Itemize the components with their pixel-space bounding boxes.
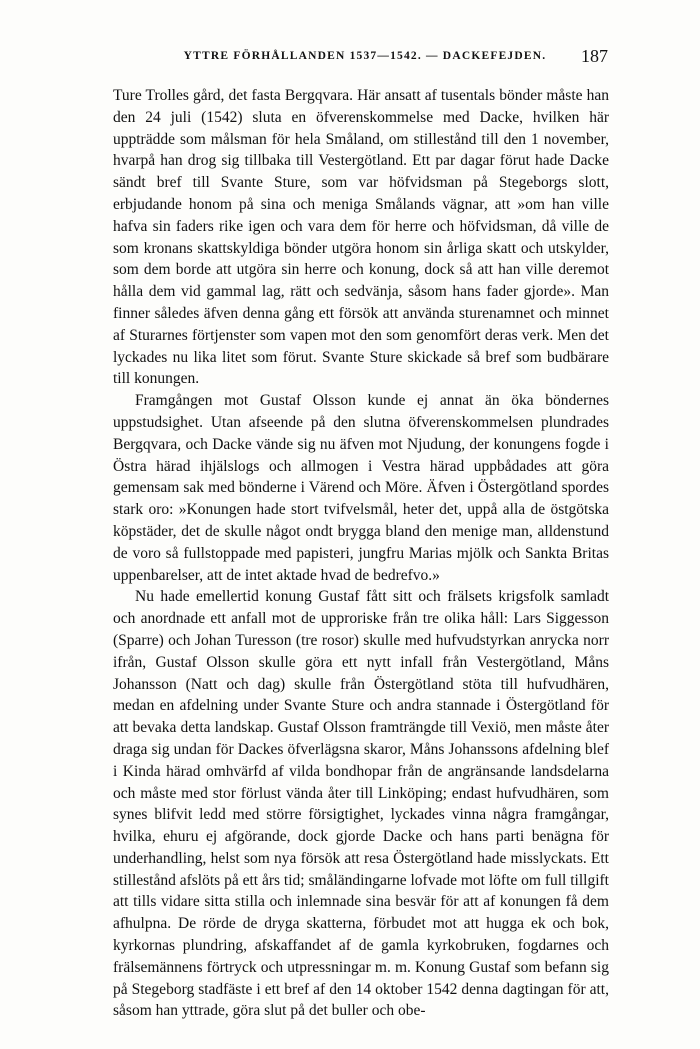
paragraph: Framgången mot Gustaf Olsson kunde ej annat än öka böndernes uppstudsighet. Utan afseende på den slutna öfverenskommelsen plundrades Bergqvara, och Dacke vände sig nu äfven mot Njudung, der konungens fogde i Östra härad ihjälslogs och allmogen i Vestra härad uppbådades att göra gemensam sak med bönderne i Värend och Möre. Äfven i Östergötland spordes stark oro: »Konungen hade stort tvifvelsmål, heter det, uppå alla de östgötska köpstäder, det de skulle något ondt brygga bland den menige man, alldenstund de voro så fullstoppade med papisteri, jungfru Marias mjölk och Sankta Britas uppenbarelser, att de intet aktade hvad de bedrefvo.» (113, 392, 609, 584)
paragraph: Ture Trolles gård, det fasta Bergqvara. Här ansatt af tusentals bönder måste han den 24 juli (1542) sluta en öfverenskommelse med Dacke, hvilken här uppträdde som målsman för hela Småland, om stillestånd till den 1 november, hvarpå han drog sig tillbaka till Vestergötland. Ett par dagar förut hade Dacke sändt bref till Svante Sture, som var höfvidsman på Stegeborgs slott, erbjudande honom på sina och meniga Smålands vägnar, att »om han ville hafva sin faders rike igen och vara dem för herre och höfvidsman, då ville de som kronans skattskyldiga bönder utgöra honom sin årliga skatt och utskylder, som dem borde att utgöra sin herre och konung, dock så att han ville deremot hålla dem vid gammal lag, rätt och sedvänja, såsom hans fader gjorde». Man finner således äfven denna gång ett försök att använda sturenamnet och minnet af Sturarnes förtjenster som vapen mot den som genomfört deras verk. Men det lyckades nu lika litet som förut. Svante Sture skickade så bref som budbärare till konungen. (113, 87, 609, 388)
paragraph: Nu hade emellertid konung Gustaf fått sitt och frälsets krigsfolk samladt och anordnade ett anfall mot de upproriske från tre olika håll: Lars Siggesson (Sparre) och Johan Turesson (tre rosor) skulle med hufvudstyrkan anrycka norr ifrån, Gustaf Olsson skulle göra ett nytt infall från Vestergötland, Måns Johansson (Natt och dag) skulle från Östergötland stöta till hufvudhären, medan en afdelning under Svante Sture och andra stannade i Östergötland för att bevaka detta landskap. Gustaf Olsson framträngde till Vexiö, men måste åter draga sig undan för Dackes öfverlägsna skaror, Måns Johanssons afdelning blef i Kinda härad omhvärfd af vilda bondhopar från de angränsande landsdelarna och måste med stor förlust vända åter till Linköping; endast hufvudhären, som synes blifvit ledd med större försigtighet, lyckades vinna några framgångar, hvilka, ehuru ej afgörande, dock gjorde Dacke och hans parti benägna för underhandling, helst som nya försök att resa Östergötland hade misslyckats. Ett stillestånd afslöts på ett års tid; småländingarne lofvade mot löfte om full tillgift att tills vidare sitta stilla och inlemnade sina besvär för att af konungen få dem afhulpna. De rörde de dryga skatterna, förbudet mot att hugga ek och bok, kyrkornas plundring, afskaffandet af de gamla kyrkobruken, fogdarnes och frälsemännens förtryck och utpressningar m. m. Konung Gustaf som befann sig på Stegeborg stadfäste i ett bref af den 14 oktober 1542 denna dagtingan för att, såsom han yttrade, göra slut på det buller och obe- (113, 588, 609, 1020)
running-head: YTTRE FÖRHÅLLANDEN 1537—1542. — DACKEFEJDEN. (183, 50, 547, 62)
body-text (113, 85, 609, 1022)
page-number: 187 (581, 46, 608, 66)
